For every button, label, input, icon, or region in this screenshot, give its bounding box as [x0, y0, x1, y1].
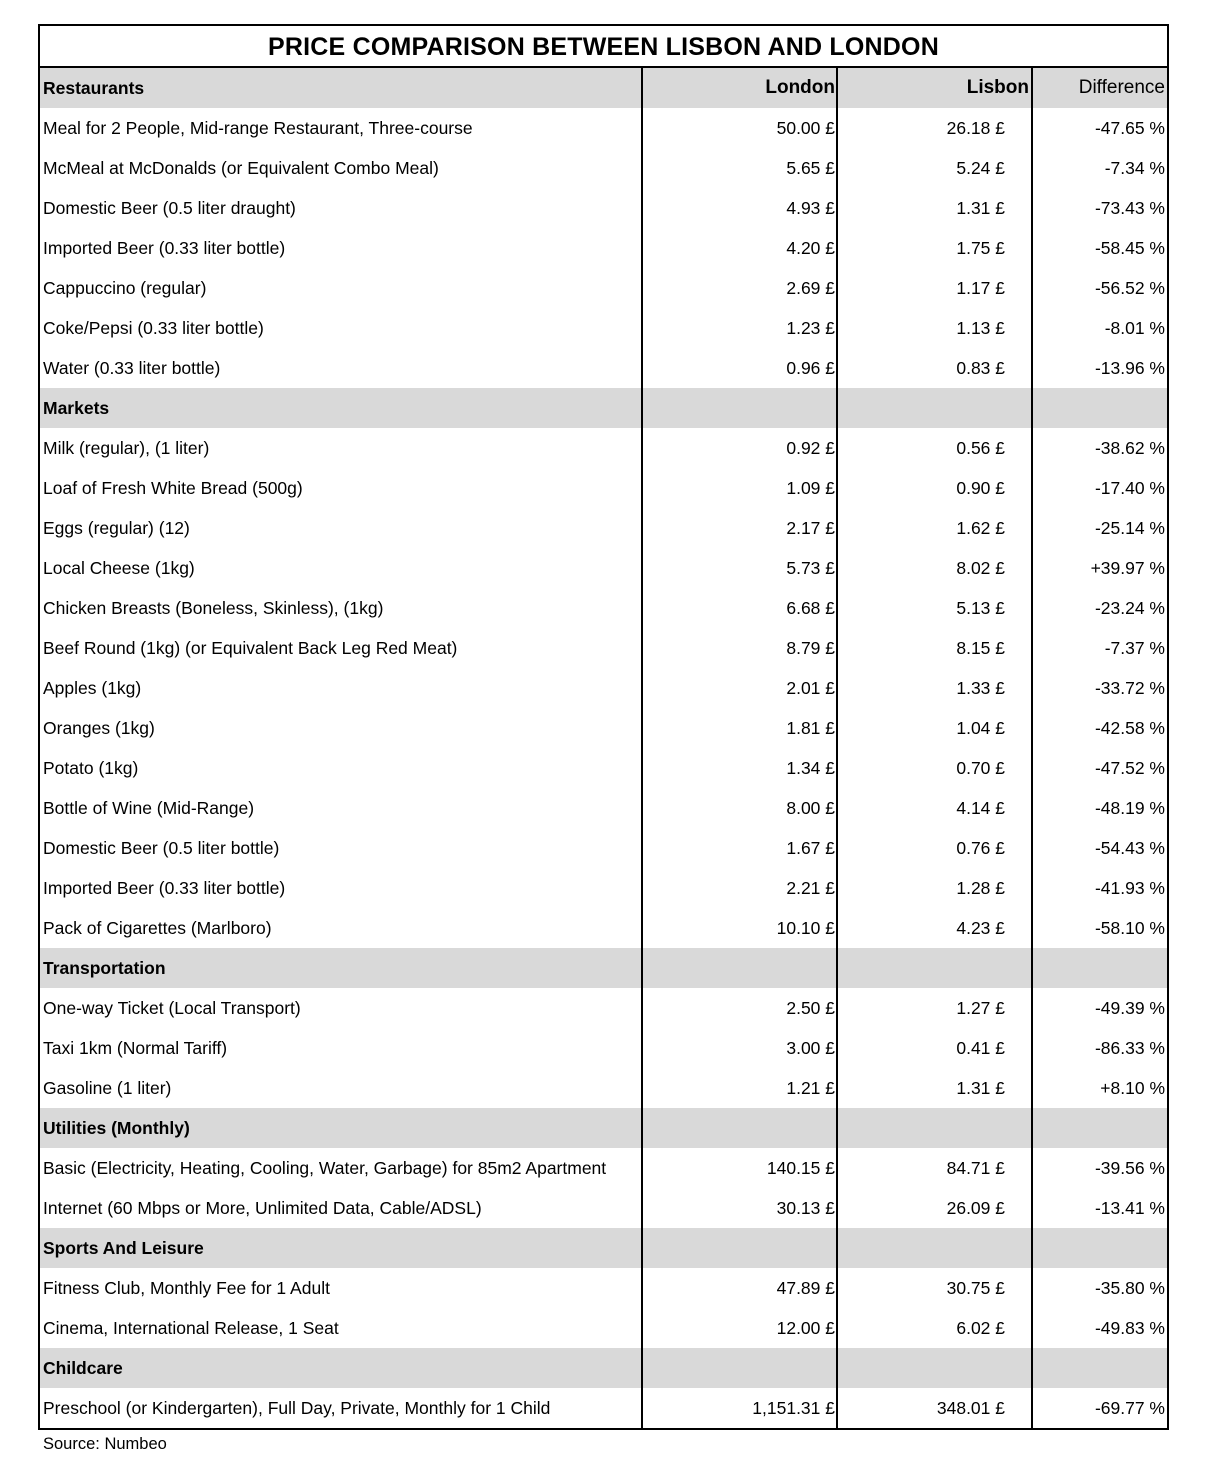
- lisbon-price: 348.01 £: [837, 1388, 1032, 1428]
- table-row: [40, 588, 1167, 628]
- column-header-london: London: [642, 68, 837, 108]
- london-price: 2.01 £: [642, 668, 837, 708]
- london-price: 6.68 £: [642, 588, 837, 628]
- column-header-difference: Difference: [1032, 68, 1167, 108]
- item-name: One-way Ticket (Local Transport): [43, 997, 301, 1018]
- lisbon-price: 6.02 £: [837, 1308, 1032, 1348]
- price-difference: -56.52 %: [1032, 268, 1167, 308]
- section-title: Sports And Leisure: [40, 1228, 642, 1268]
- table-row: [40, 108, 1167, 148]
- lisbon-price: 0.76 £: [837, 828, 1032, 868]
- table-row: [40, 1068, 1167, 1108]
- table-row: [40, 788, 1167, 828]
- table-row: [40, 1188, 1167, 1228]
- price-difference: -13.96 %: [1032, 348, 1167, 388]
- price-difference: -86.33 %: [1032, 1028, 1167, 1068]
- empty-cell: [1032, 1348, 1167, 1388]
- price-difference: -8.01 %: [1032, 308, 1167, 348]
- section-header-row: [40, 388, 1167, 428]
- source-note: Source: Numbeo: [43, 1435, 167, 1453]
- london-price: 4.20 £: [642, 228, 837, 268]
- empty-cell: [837, 1108, 1032, 1148]
- section-title: Restaurants: [40, 68, 642, 108]
- lisbon-price: 8.02 £: [837, 548, 1032, 588]
- london-price: 12.00 £: [642, 1308, 837, 1348]
- price-difference: -41.93 %: [1032, 868, 1167, 908]
- item-name: Gasoline (1 liter): [43, 1077, 172, 1098]
- lisbon-price: 26.09 £: [837, 1188, 1032, 1228]
- item-name: Beef Round (1kg) (or Equivalent Back Leg Red Meat): [43, 637, 458, 658]
- lisbon-price: 1.31 £: [837, 188, 1032, 228]
- empty-cell: [837, 1228, 1032, 1268]
- price-difference: -73.43 %: [1032, 188, 1167, 228]
- lisbon-price: 1.17 £: [837, 268, 1032, 308]
- london-price: 1.21 £: [642, 1068, 837, 1108]
- table-row: [40, 268, 1167, 308]
- empty-cell: [1032, 948, 1167, 988]
- price-difference: -47.65 %: [1032, 108, 1167, 148]
- table-row: [40, 228, 1167, 268]
- london-price: 30.13 £: [642, 1188, 837, 1228]
- table-title: PRICE COMPARISON BETWEEN LISBON AND LONDON: [40, 26, 1167, 68]
- item-name: Internet (60 Mbps or More, Unlimited Data, Cable/ADSL): [43, 1197, 482, 1218]
- london-price: 2.50 £: [642, 988, 837, 1028]
- table-row: [40, 348, 1167, 388]
- section-title: Childcare: [40, 1348, 642, 1388]
- london-price: 0.96 £: [642, 348, 837, 388]
- price-difference: -48.19 %: [1032, 788, 1167, 828]
- item-name: Fitness Club, Monthly Fee for 1 Adult: [43, 1277, 330, 1298]
- lisbon-price: 1.33 £: [837, 668, 1032, 708]
- column-header-lisbon: Lisbon: [837, 68, 1032, 108]
- item-name: Coke/Pepsi (0.33 liter bottle): [43, 317, 264, 338]
- item-name: Basic (Electricity, Heating, Cooling, Water, Garbage) for 85m2 Apartment: [43, 1157, 607, 1178]
- table-row: [40, 708, 1167, 748]
- empty-cell: [1032, 1228, 1167, 1268]
- lisbon-price: 1.13 £: [837, 308, 1032, 348]
- empty-cell: [642, 948, 837, 988]
- london-price: 8.00 £: [642, 788, 837, 828]
- table-row: [40, 1268, 1167, 1308]
- lisbon-price: 84.71 £: [837, 1148, 1032, 1188]
- lisbon-price: 1.28 £: [837, 868, 1032, 908]
- london-price: 1.23 £: [642, 308, 837, 348]
- price-difference: -38.62 %: [1032, 428, 1167, 468]
- item-name: Milk (regular), (1 liter): [43, 437, 210, 458]
- price-difference: -7.37 %: [1032, 628, 1167, 668]
- item-name: Cinema, International Release, 1 Seat: [43, 1317, 339, 1338]
- item-name: Water (0.33 liter bottle): [43, 357, 221, 378]
- section-title: Utilities (Monthly): [40, 1108, 642, 1148]
- section-title: Markets: [40, 388, 642, 428]
- lisbon-price: 1.27 £: [837, 988, 1032, 1028]
- price-difference: -42.58 %: [1032, 708, 1167, 748]
- table-row: [40, 1028, 1167, 1068]
- price-difference: -69.77 %: [1032, 1388, 1167, 1428]
- price-difference: -49.83 %: [1032, 1308, 1167, 1348]
- lisbon-price: 1.75 £: [837, 228, 1032, 268]
- london-price: 0.92 £: [642, 428, 837, 468]
- london-price: 50.00 £: [642, 108, 837, 148]
- item-name: Loaf of Fresh White Bread (500g): [43, 477, 303, 498]
- empty-cell: [837, 1348, 1032, 1388]
- table-row: [40, 428, 1167, 468]
- item-name: Apples (1kg): [43, 677, 142, 698]
- table-row: [40, 1148, 1167, 1188]
- london-price: 47.89 £: [642, 1268, 837, 1308]
- lisbon-price: 30.75 £: [837, 1268, 1032, 1308]
- lisbon-price: 0.56 £: [837, 428, 1032, 468]
- lisbon-price: 4.14 £: [837, 788, 1032, 828]
- london-price: 8.79 £: [642, 628, 837, 668]
- empty-cell: [837, 388, 1032, 428]
- item-name: Meal for 2 People, Mid-range Restaurant, Three-course: [43, 117, 473, 138]
- london-price: 10.10 £: [642, 908, 837, 948]
- london-price: 1.67 £: [642, 828, 837, 868]
- item-name: Domestic Beer (0.5 liter draught): [43, 197, 296, 218]
- section-title: Transportation: [40, 948, 642, 988]
- table-row: [40, 668, 1167, 708]
- london-price: 5.73 £: [642, 548, 837, 588]
- price-difference: -39.56 %: [1032, 1148, 1167, 1188]
- price-difference: -33.72 %: [1032, 668, 1167, 708]
- lisbon-price: 8.15 £: [837, 628, 1032, 668]
- empty-cell: [642, 1228, 837, 1268]
- table-row: [40, 868, 1167, 908]
- table-row: [40, 1388, 1167, 1428]
- item-name: Oranges (1kg): [43, 717, 155, 738]
- price-difference: -58.10 %: [1032, 908, 1167, 948]
- price-difference: -7.34 %: [1032, 148, 1167, 188]
- lisbon-price: 5.13 £: [837, 588, 1032, 628]
- price-difference: -49.39 %: [1032, 988, 1167, 1028]
- empty-cell: [837, 948, 1032, 988]
- london-price: 5.65 £: [642, 148, 837, 188]
- table-row: [40, 988, 1167, 1028]
- empty-cell: [642, 1108, 837, 1148]
- item-name: Domestic Beer (0.5 liter bottle): [43, 837, 280, 858]
- london-price: 2.21 £: [642, 868, 837, 908]
- lisbon-price: 1.04 £: [837, 708, 1032, 748]
- price-comparison-table-frame: [38, 24, 1169, 1430]
- item-name: Cappuccino (regular): [43, 277, 207, 298]
- item-name: Eggs (regular) (12): [43, 517, 190, 538]
- london-price: 140.15 £: [642, 1148, 837, 1188]
- london-price: 4.93 £: [642, 188, 837, 228]
- item-name: Imported Beer (0.33 liter bottle): [43, 237, 286, 258]
- lisbon-price: 0.83 £: [837, 348, 1032, 388]
- london-price: 1,151.31 £: [642, 1388, 837, 1428]
- item-name: Preschool (or Kindergarten), Full Day, Private, Monthly for 1 Child: [43, 1397, 551, 1418]
- table-row: [40, 508, 1167, 548]
- item-name: Chicken Breasts (Boneless, Skinless), (1kg): [43, 597, 384, 618]
- section-header-row: [40, 948, 1167, 988]
- price-difference: -35.80 %: [1032, 1268, 1167, 1308]
- lisbon-price: 5.24 £: [837, 148, 1032, 188]
- table-row: [40, 908, 1167, 948]
- lisbon-price: 0.70 £: [837, 748, 1032, 788]
- empty-cell: [1032, 1108, 1167, 1148]
- section-header-row: [40, 1228, 1167, 1268]
- section-header-row: [40, 68, 1167, 108]
- price-difference: +8.10 %: [1032, 1068, 1167, 1108]
- lisbon-price: 0.90 £: [837, 468, 1032, 508]
- london-price: 1.81 £: [642, 708, 837, 748]
- section-header-row: [40, 1108, 1167, 1148]
- london-price: 3.00 £: [642, 1028, 837, 1068]
- item-name: Local Cheese (1kg): [43, 557, 195, 578]
- table-row: [40, 308, 1167, 348]
- price-difference: -47.52 %: [1032, 748, 1167, 788]
- empty-cell: [1032, 388, 1167, 428]
- lisbon-price: 1.62 £: [837, 508, 1032, 548]
- price-difference: -25.14 %: [1032, 508, 1167, 548]
- empty-cell: [642, 388, 837, 428]
- price-difference: -17.40 %: [1032, 468, 1167, 508]
- lisbon-price: 0.41 £: [837, 1028, 1032, 1068]
- item-name: Imported Beer (0.33 liter bottle): [43, 877, 286, 898]
- london-price: 1.34 £: [642, 748, 837, 788]
- item-name: Taxi 1km (Normal Tariff): [43, 1037, 228, 1058]
- table-row: [40, 548, 1167, 588]
- london-price: 2.17 £: [642, 508, 837, 548]
- london-price: 2.69 £: [642, 268, 837, 308]
- table-row: [40, 188, 1167, 228]
- table-row: [40, 148, 1167, 188]
- table-row: [40, 748, 1167, 788]
- price-difference: +39.97 %: [1032, 548, 1167, 588]
- price-difference: -58.45 %: [1032, 228, 1167, 268]
- section-header-row: [40, 1348, 1167, 1388]
- item-name: Potato (1kg): [43, 757, 139, 778]
- table-row: [40, 828, 1167, 868]
- table-row: [40, 468, 1167, 508]
- price-difference: -54.43 %: [1032, 828, 1167, 868]
- lisbon-price: 4.23 £: [837, 908, 1032, 948]
- empty-cell: [642, 1348, 837, 1388]
- london-price: 1.09 £: [642, 468, 837, 508]
- price-difference: -23.24 %: [1032, 588, 1167, 628]
- lisbon-price: 26.18 £: [837, 108, 1032, 148]
- lisbon-price: 1.31 £: [837, 1068, 1032, 1108]
- table-row: [40, 1308, 1167, 1348]
- price-difference: -13.41 %: [1032, 1188, 1167, 1228]
- item-name: Pack of Cigarettes (Marlboro): [43, 917, 272, 938]
- price-table: [40, 68, 1167, 1428]
- price-table-body: [40, 68, 1167, 1428]
- item-name: Bottle of Wine (Mid-Range): [43, 797, 255, 818]
- table-row: [40, 628, 1167, 668]
- item-name: McMeal at McDonalds (or Equivalent Combo Meal): [43, 157, 439, 178]
